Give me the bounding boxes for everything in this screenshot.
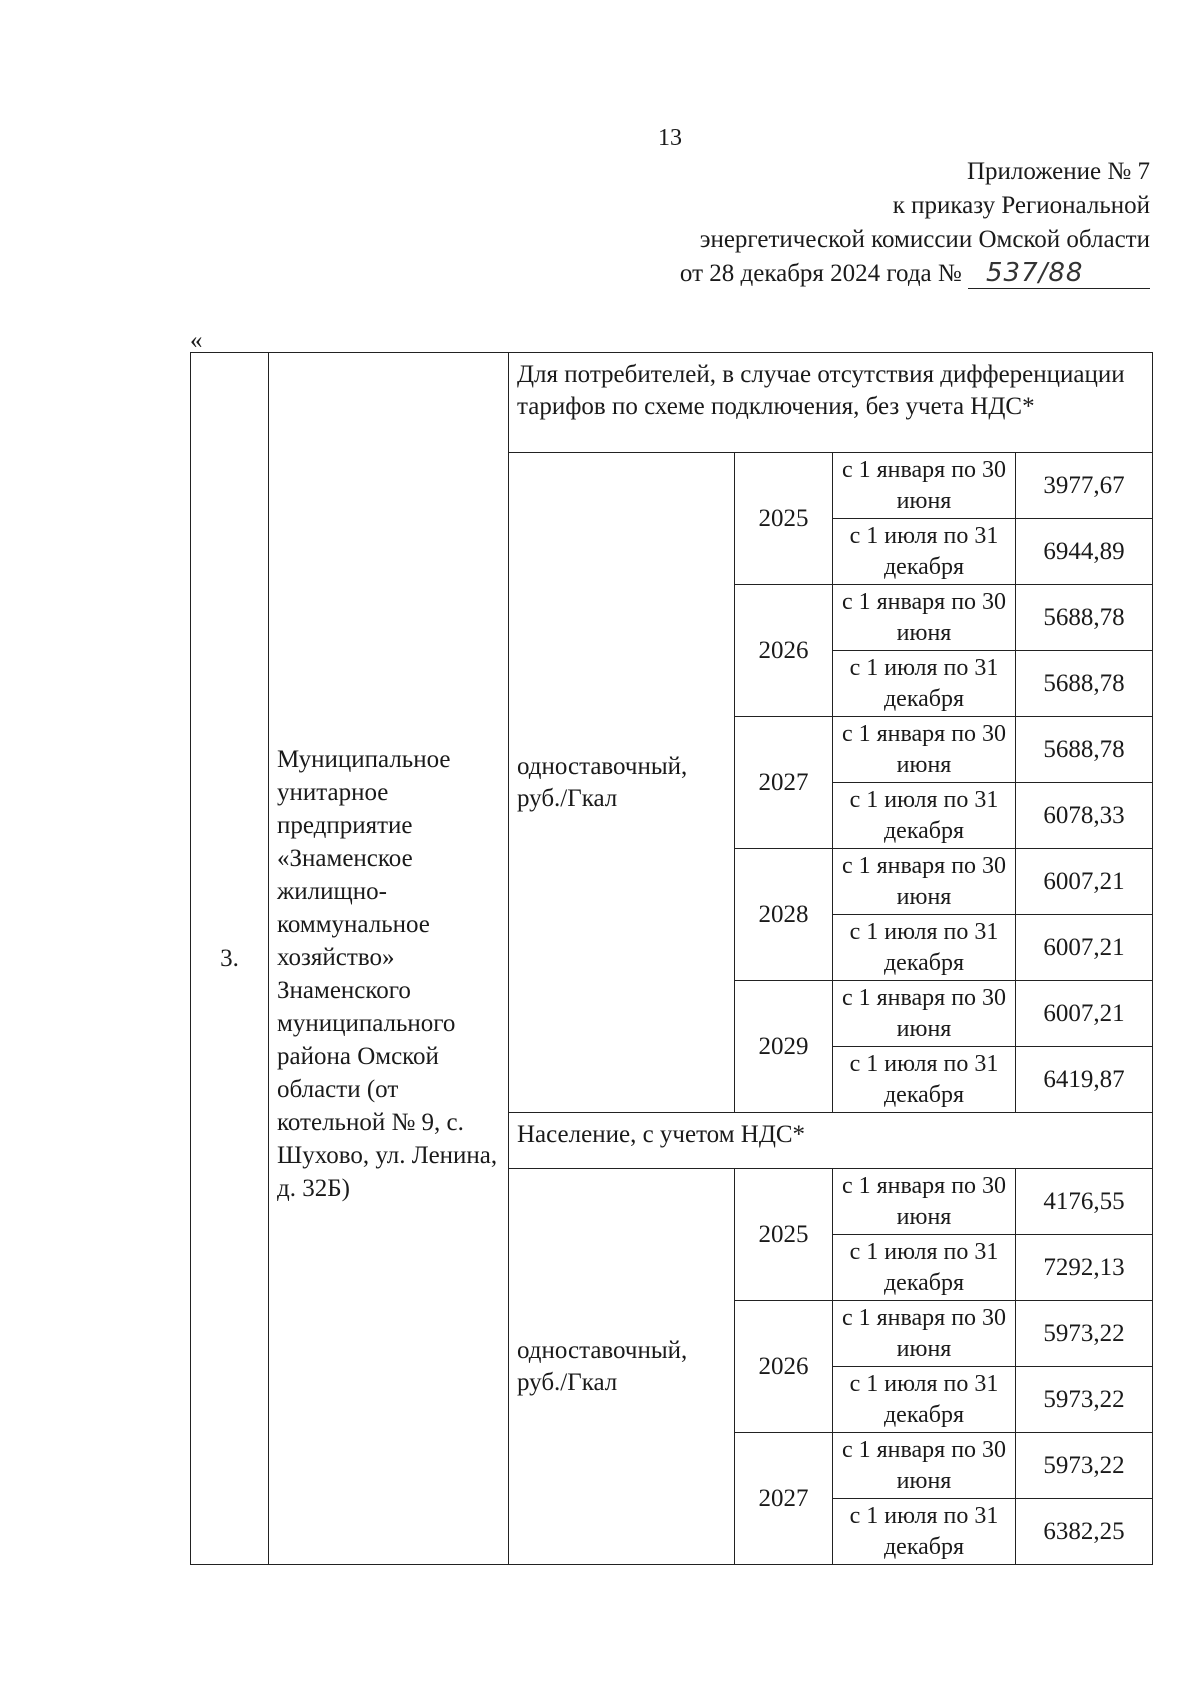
tariff-value: 7292,13 [1016, 1235, 1153, 1301]
section-title: Население, с учетом НДС* [509, 1113, 1153, 1169]
period-cell: с 1 января по 30 июня [833, 981, 1016, 1047]
document-header [680, 155, 1150, 291]
tariff-table [190, 352, 1153, 1565]
year-cell: 2025 [735, 453, 833, 585]
period-cell: с 1 января по 30 июня [833, 585, 1016, 651]
tariff-value: 6382,25 [1016, 1499, 1153, 1565]
period-cell: с 1 июля по 31 декабря [833, 519, 1016, 585]
period-cell: с 1 июля по 31 декабря [833, 783, 1016, 849]
year-cell: 2027 [735, 717, 833, 849]
tariff-type: одноставочный, руб./Гкал [509, 1169, 735, 1565]
period-cell: с 1 января по 30 июня [833, 849, 1016, 915]
header-commission: энергетической комиссии Омской области [699, 226, 1150, 253]
period-cell: с 1 июля по 31 декабря [833, 1235, 1016, 1301]
tariff-value: 6078,33 [1016, 783, 1153, 849]
period-cell: с 1 июля по 31 декабря [833, 1499, 1016, 1565]
tariff-value: 6007,21 [1016, 915, 1153, 981]
year-cell: 2029 [735, 981, 833, 1113]
tariff-value: 6944,89 [1016, 519, 1153, 585]
opening-quote: « [190, 327, 203, 354]
period-cell: с 1 июля по 31 декабря [833, 1367, 1016, 1433]
organization-cell [269, 353, 509, 1565]
tariff-value: 5973,22 [1016, 1433, 1153, 1499]
tariff-value: 5688,78 [1016, 717, 1153, 783]
tariff-value: 5688,78 [1016, 651, 1153, 717]
tariff-value: 4176,55 [1016, 1169, 1153, 1235]
header-date-line [680, 257, 1150, 291]
header-appendix: Приложение № 7 [966, 158, 1150, 185]
year-cell: 2026 [735, 1301, 833, 1433]
page-number: 13 [658, 125, 682, 151]
header-date: от 28 декабря 2024 года № [679, 260, 962, 287]
period-cell: с 1 января по 30 июня [833, 1169, 1016, 1235]
year-cell: 2028 [735, 849, 833, 981]
year-cell: 2027 [735, 1433, 833, 1565]
period-cell: с 1 января по 30 июня [833, 1433, 1016, 1499]
tariff-value: 6419,87 [1016, 1047, 1153, 1113]
section-title: Для потребителей, в случае отсутствия дифференциации тарифов по схеме подключения, без учета НДС* [509, 353, 1153, 453]
tariff-value: 5973,22 [1016, 1367, 1153, 1433]
year-cell: 2025 [735, 1169, 833, 1301]
section-header-row [191, 353, 1153, 453]
row-number: 3. [191, 353, 269, 1565]
header-order-ref: к приказу Региональной [892, 192, 1150, 219]
period-cell: с 1 января по 30 июня [833, 453, 1016, 519]
tariff-value: 3977,67 [1016, 453, 1153, 519]
period-cell: с 1 июля по 31 декабря [833, 651, 1016, 717]
period-cell: с 1 июля по 31 декабря [833, 1047, 1016, 1113]
tariff-type: одноставочный, руб./Гкал [509, 453, 735, 1113]
period-cell: с 1 июля по 31 декабря [833, 915, 1016, 981]
order-number: 537/88 [968, 258, 1150, 289]
tariff-value: 5973,22 [1016, 1301, 1153, 1367]
tariff-value: 6007,21 [1016, 849, 1153, 915]
tariff-value: 5688,78 [1016, 585, 1153, 651]
year-cell: 2026 [735, 585, 833, 717]
period-cell: с 1 января по 30 июня [833, 717, 1016, 783]
period-cell: с 1 января по 30 июня [833, 1301, 1016, 1367]
tariff-value: 6007,21 [1016, 981, 1153, 1047]
organization-name: Муниципальное унитарное предприятие «Знаменское жилищно-коммунальное хозяйство» Знаменского муниципального района Омской области (от котельной № 9, с. Шухово, ул. Ленина, д. 32Б) [277, 746, 498, 1202]
